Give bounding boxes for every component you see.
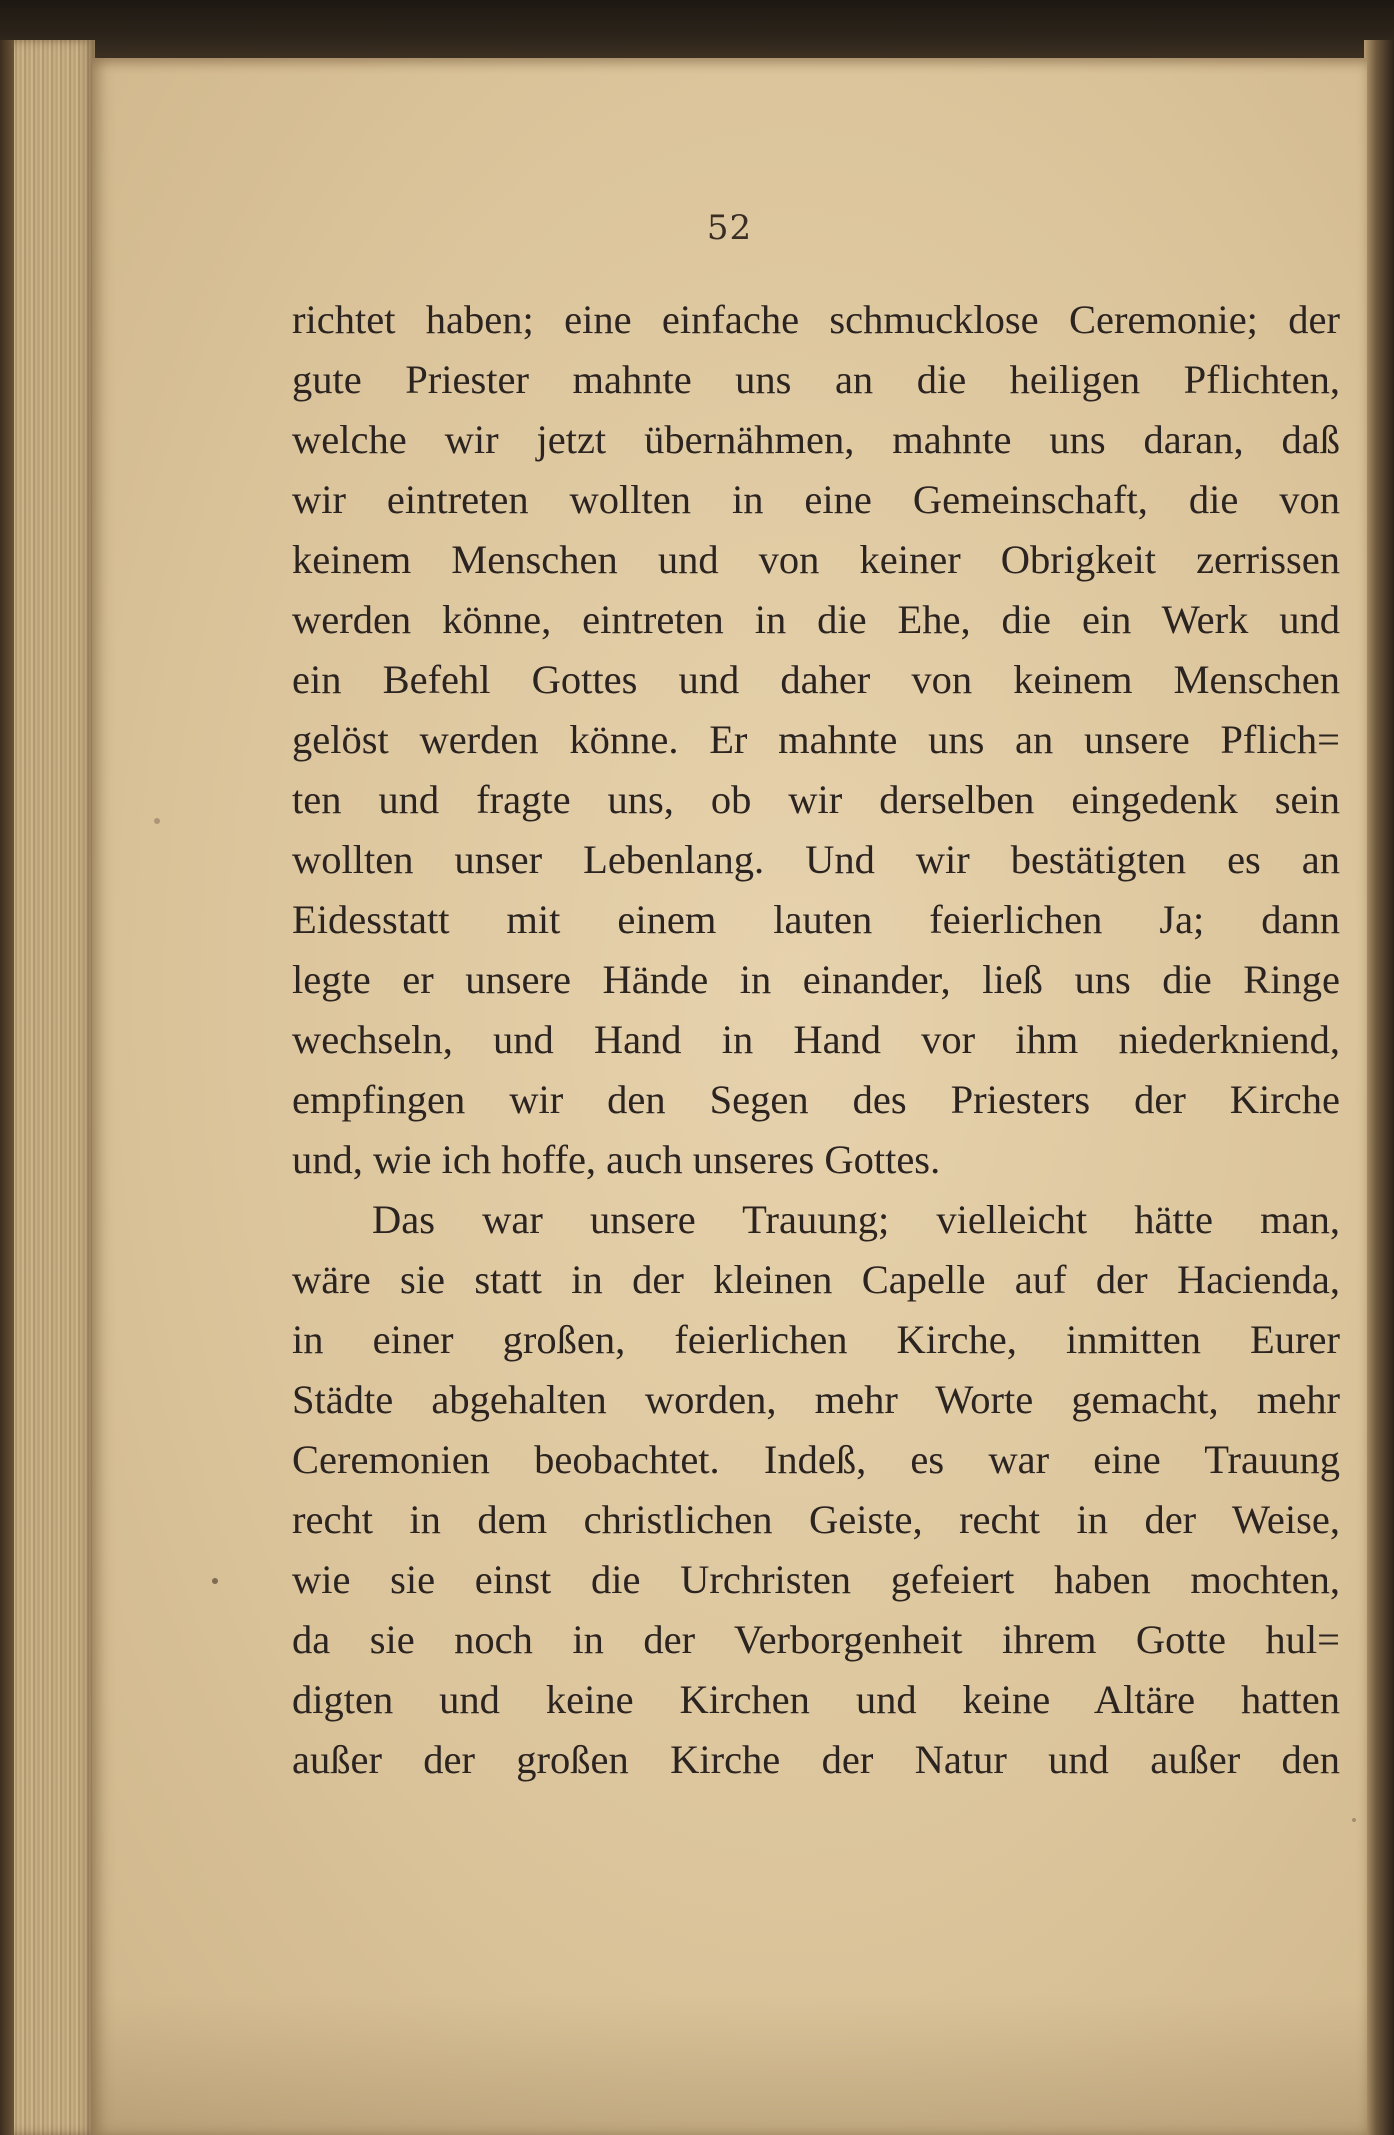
text-line: wie sie einst die Urchristen gefeiert haben mochten, bbox=[292, 1557, 1340, 1602]
text-line: Eidesstatt mit einem lauten feierlichen Ja; dann bbox=[292, 897, 1340, 942]
text-line: Das war unsere Trauung; vielleicht hätte man, bbox=[372, 1197, 1340, 1242]
text-line: empfingen wir den Segen des Priesters der Kirche bbox=[292, 1077, 1340, 1122]
paragraph-2 bbox=[292, 1190, 1340, 1790]
text-line: und, wie ich hoffe, auch unseres Gottes. bbox=[292, 1137, 941, 1182]
body-text bbox=[292, 290, 1340, 1790]
text-line: wollten unser Lebenlang. Und wir bestätigten es an bbox=[292, 837, 1340, 882]
text-line: digten und keine Kirchen und keine Altäre hatten bbox=[292, 1677, 1340, 1722]
text-line: wir eintreten wollten in eine Gemeinschaft, die von bbox=[292, 477, 1340, 522]
text-line: wechseln, und Hand in Hand vor ihm niederkniend, bbox=[292, 1017, 1340, 1062]
text-line: werden könne, eintreten in die Ehe, die ein Werk und bbox=[292, 597, 1340, 642]
text-line: in einer großen, feierlichen Kirche, inmitten Eurer bbox=[292, 1317, 1340, 1362]
book-top-edge bbox=[0, 0, 1394, 60]
text-line: legte er unsere Hände in einander, ließ uns die Ringe bbox=[292, 957, 1340, 1002]
text-line: da sie noch in der Verborgenheit ihrem Gotte hul= bbox=[292, 1617, 1340, 1662]
paper-speck bbox=[212, 1578, 218, 1584]
page-stack-left bbox=[0, 40, 95, 2135]
text-line: außer der großen Kirche der Natur und außer den bbox=[292, 1737, 1340, 1782]
text-line: welche wir jetzt übernähmen, mahnte uns daran, daß bbox=[292, 417, 1340, 462]
text-line: wäre sie statt in der kleinen Capelle auf der Hacienda, bbox=[292, 1257, 1340, 1302]
paragraph-1 bbox=[292, 290, 1340, 1190]
paper-speck bbox=[154, 818, 160, 824]
text-line: keinem Menschen und von keiner Obrigkeit zerrissen bbox=[292, 537, 1340, 582]
text-line: Städte abgehalten worden, mehr Worte gemacht, mehr bbox=[292, 1377, 1340, 1422]
text-line: Ceremonien beobachtet. Indeß, es war eine Trauung bbox=[292, 1437, 1340, 1482]
text-line: recht in dem christlichen Geiste, recht in der Weise, bbox=[292, 1497, 1340, 1542]
paper-speck bbox=[1352, 1818, 1356, 1822]
text-line: gute Priester mahnte uns an die heiligen Pflichten, bbox=[292, 357, 1340, 402]
text-line: richtet haben; eine einfache schmucklose Ceremonie; der bbox=[292, 297, 1340, 342]
book-page bbox=[92, 58, 1367, 2135]
text-line: gelöst werden könne. Er mahnte uns an unsere Pflich= bbox=[292, 717, 1340, 762]
text-line: ein Befehl Gottes und daher von keinem Menschen bbox=[292, 657, 1340, 702]
page-number: 52 bbox=[706, 208, 753, 248]
text-line: ten und fragte uns, ob wir derselben eingedenk sein bbox=[292, 777, 1340, 822]
book-right-edge bbox=[1364, 40, 1394, 2135]
